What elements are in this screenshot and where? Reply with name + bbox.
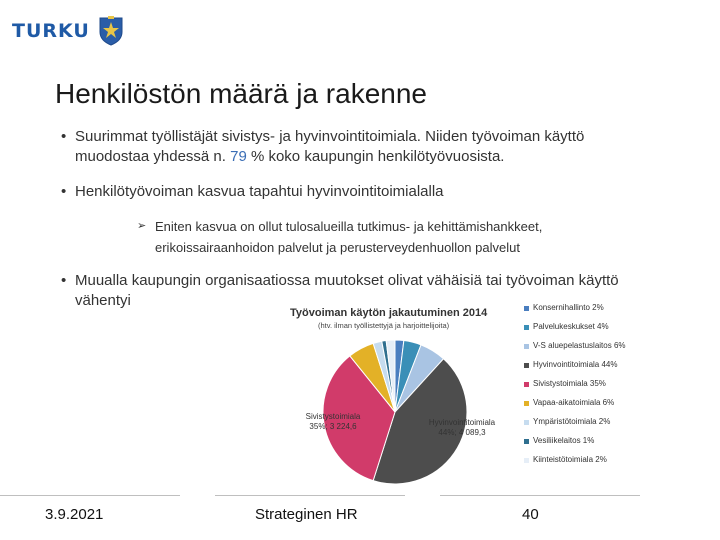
legend-label: Vesiliikelaitos 1% [533, 436, 595, 445]
legend-swatch [524, 439, 529, 444]
footer-date: 3.9.2021 [45, 506, 104, 523]
legend-label: Konsernihallinto 2% [533, 303, 604, 312]
arrow-bullet-icon: ➢ [137, 220, 147, 232]
bullet-3-text: Muualla kaupungin organisaatiossa muutokset olivat vähäisiä tai työvoiman käyttö vähentyi [75, 272, 619, 309]
legend-swatch [524, 382, 529, 387]
legend-label: Palvelukeskukset 4% [533, 322, 609, 331]
bullet-1-text-end: % koko kaupungin henkilötyövuosista. [246, 148, 505, 165]
legend-item [524, 455, 720, 474]
page-number: 40 [522, 506, 539, 523]
footer-divider [215, 495, 405, 496]
bullet-2-text: Henkilötyövoiman kasvua tapahtui hyvinvointitoimialalla [75, 183, 444, 200]
legend-swatch [524, 306, 529, 311]
legend-swatch [524, 458, 529, 463]
legend-label: Kiinteistötoimiala 2% [533, 455, 607, 464]
legend-swatch [524, 363, 529, 368]
legend-item [524, 398, 720, 417]
sub-bullet-text: Eniten kasvua on ollut tulosalueilla tutkimus- ja kehittämishankkeet, erikoissairaanhoidon palvelut ja perusterveydenhuollon palvelut [155, 219, 543, 255]
legend-swatch [524, 420, 529, 425]
footer-divider [0, 495, 180, 496]
pie-chart [310, 330, 480, 490]
bullet-dot: • [61, 183, 67, 200]
slice-label-hyvinvointi-name: Hyvinvointitoimiala [428, 418, 496, 427]
legend-label: Hyvinvointitoimiala 44% [533, 360, 618, 369]
legend-label: Ympäristötoimiala 2% [533, 417, 611, 426]
legend-item [524, 322, 720, 341]
legend-item [524, 341, 720, 360]
slice-label-sivistys [298, 412, 368, 432]
footer-center: Strateginen HR [255, 506, 358, 523]
logo-text: TURKU [12, 20, 90, 42]
chart-title: Työvoiman käytön jakautuminen 2014 [290, 307, 488, 319]
legend-item [524, 417, 720, 436]
legend-item [524, 303, 720, 322]
legend-item [524, 360, 720, 379]
turku-logo [12, 16, 124, 46]
legend-label: Vapaa-aikatoimiala 6% [533, 398, 615, 407]
bullet-1-number: 79 [230, 148, 247, 165]
legend-label: V-S aluepelastuslaitos 6% [533, 341, 626, 350]
bullet-dot: • [61, 128, 67, 145]
bullet-2 [61, 182, 635, 202]
sub-bullet [137, 216, 615, 258]
bullet-dot: • [61, 272, 67, 289]
page-title: Henkilöstön määrä ja rakenne [55, 78, 427, 109]
slice-label-hyvinvointi [422, 418, 502, 438]
bullet-1-text-start: Suurimmat työllistäjät sivistys- ja hyvinvointitoimiala. Niiden työvoiman käyttö muodostaa yhdessä n. [75, 128, 585, 165]
bullet-1 [61, 127, 635, 167]
legend-item [524, 379, 720, 398]
slice-label-hyvinvointi-value: 44%; 4 089,3 [438, 428, 486, 437]
legend-swatch [524, 344, 529, 349]
chart-subtitle: (htv. ilman työllistettyjä ja harjoittelijoita) [318, 321, 450, 330]
legend-swatch [524, 325, 529, 330]
slice-label-sivistys-value: 35%; 3 224,6 [309, 422, 357, 431]
chart-legend [524, 303, 720, 474]
footer-divider [440, 495, 640, 496]
legend-item [524, 436, 720, 455]
city-crest-icon [98, 16, 124, 46]
legend-swatch [524, 401, 529, 406]
slice-label-sivistys-name: Sivistystoimiala [305, 412, 361, 421]
legend-label: Sivistystoimiala 35% [533, 379, 606, 388]
